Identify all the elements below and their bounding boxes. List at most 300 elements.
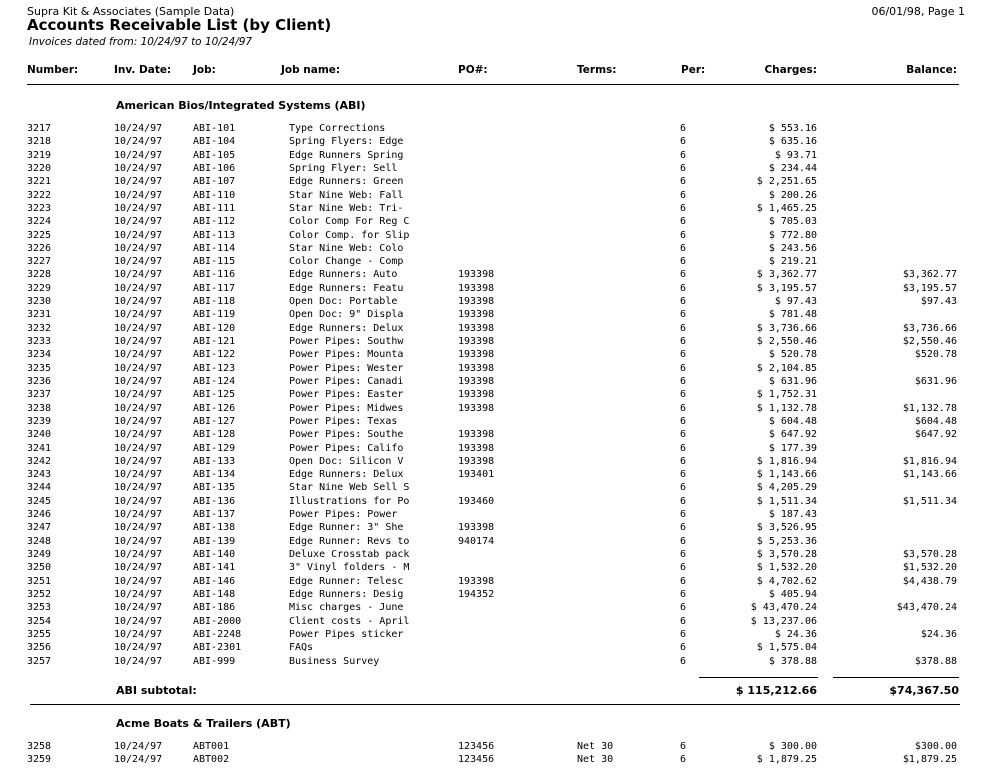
charges-cell: $ 4,205.29 xyxy=(756,482,817,494)
invoice-date-cell: 10/24/97 xyxy=(114,429,163,441)
job-code-cell: ABI-127 xyxy=(193,415,236,427)
charges-cell: $ 5,253.36 xyxy=(756,535,817,547)
job-code-cell: ABI-2248 xyxy=(193,628,242,640)
charges-cell: $ 635.16 xyxy=(768,136,817,148)
balance-cell: $378.88 xyxy=(914,655,957,667)
subtotal-balance: $74,367.50 xyxy=(889,684,959,697)
invoice-number-cell: 3247 xyxy=(27,522,52,534)
invoice-number-cell: 3248 xyxy=(27,535,52,547)
invoice-date-cell: 10/24/97 xyxy=(114,482,163,494)
invoice-date-cell: 10/24/97 xyxy=(114,136,163,148)
po-number-cell: 123456 xyxy=(458,741,495,752)
charges-cell: $ 243.56 xyxy=(768,242,817,254)
invoice-number-cell: 3240 xyxy=(27,429,52,441)
charges-cell: $ 705.03 xyxy=(768,216,817,228)
balance-cell: $647.92 xyxy=(914,429,957,441)
job-code-cell: ABI-122 xyxy=(193,349,236,361)
charges-cell: $ 553.16 xyxy=(768,123,817,134)
job-code-cell: ABI-2000 xyxy=(193,615,242,627)
invoice-number-cell: 3250 xyxy=(27,562,52,574)
charges-cell: $ 378.88 xyxy=(768,655,817,667)
period-cell: 6 xyxy=(680,229,687,241)
job-name-cell: 3" Vinyl folders - M xyxy=(289,562,410,574)
po-number-cell: 193398 xyxy=(458,429,495,441)
invoice-number-cell: 3238 xyxy=(27,402,52,414)
invoice-date-cell: 10/24/97 xyxy=(114,362,163,374)
job-name-cell: Star Nine Web Sell S xyxy=(289,482,410,494)
period-cell: 6 xyxy=(680,754,687,766)
job-code-cell: ABI-106 xyxy=(193,162,236,174)
period-cell: 6 xyxy=(680,256,687,268)
table-row xyxy=(0,255,985,268)
po-number-cell: 193398 xyxy=(458,522,495,534)
period-cell: 6 xyxy=(680,282,687,294)
job-code-cell: ABI-137 xyxy=(193,509,236,521)
invoice-number-cell: 3245 xyxy=(27,495,52,507)
job-code-cell: ABI-138 xyxy=(193,522,236,534)
charges-cell: $ 1,816.94 xyxy=(756,455,817,467)
po-number-cell: 193401 xyxy=(458,469,495,481)
job-name-cell: Deluxe Crosstab pack xyxy=(289,549,410,560)
table-row xyxy=(0,268,985,281)
job-name-cell: Illustrations for Po xyxy=(289,495,410,507)
charges-cell: $ 1,132.78 xyxy=(756,402,817,414)
period-cell: 6 xyxy=(680,322,687,334)
period-cell: 6 xyxy=(680,402,687,414)
invoice-date-cell: 10/24/97 xyxy=(114,176,163,188)
invoice-date-cell: 10/24/97 xyxy=(114,642,163,654)
job-code-cell: ABI-119 xyxy=(193,309,236,321)
charges-cell: $ 520.78 xyxy=(768,349,817,361)
po-number-cell: 193460 xyxy=(458,495,495,507)
charges-cell: $ 187.43 xyxy=(768,509,817,521)
job-name-cell: Spring Flyer: Sell xyxy=(289,162,398,174)
po-number-cell: 193398 xyxy=(458,442,495,454)
invoice-number-cell: 3249 xyxy=(27,549,52,560)
invoice-date-cell: 10/24/97 xyxy=(114,242,163,254)
po-number-cell: 193398 xyxy=(458,322,495,334)
period-cell: 6 xyxy=(680,522,687,534)
table-row xyxy=(0,162,985,175)
invoice-number-cell: 3259 xyxy=(27,754,52,766)
period-cell: 6 xyxy=(680,336,687,347)
header-inv-date: Inv. Date: xyxy=(114,64,172,76)
invoice-number-cell: 3246 xyxy=(27,509,52,521)
balance-cell: $97.43 xyxy=(920,296,957,308)
charges-cell: $ 647.92 xyxy=(768,429,817,441)
invoice-number-cell: 3251 xyxy=(27,575,52,587)
table-row xyxy=(0,308,985,321)
charges-cell: $ 772.80 xyxy=(768,229,817,241)
period-cell: 6 xyxy=(680,296,687,308)
po-number-cell: 193398 xyxy=(458,389,495,401)
invoice-date-cell: 10/24/97 xyxy=(114,256,163,268)
po-number-cell: 123456 xyxy=(458,754,495,766)
job-name-cell: Power Pipes: Texas xyxy=(289,415,398,427)
job-name-cell: Power Pipes: Easter xyxy=(289,389,404,401)
period-cell: 6 xyxy=(680,162,687,174)
charges-cell: $ 604.48 xyxy=(768,415,817,427)
invoice-number-cell: 3217 xyxy=(27,123,52,134)
period-cell: 6 xyxy=(680,202,687,214)
period-cell: 6 xyxy=(680,136,687,148)
period-cell: 6 xyxy=(680,741,687,752)
job-name-cell: Edge Runners: Delux xyxy=(289,322,404,334)
po-number-cell: 193398 xyxy=(458,309,495,321)
charges-cell: $ 781.48 xyxy=(768,309,817,321)
invoice-date-cell: 10/24/97 xyxy=(114,402,163,414)
period-cell: 6 xyxy=(680,455,687,467)
table-row xyxy=(0,535,985,548)
job-name-cell: Power Pipes: Power xyxy=(289,509,398,521)
invoice-number-cell: 3218 xyxy=(27,136,52,148)
table-row xyxy=(0,601,985,614)
job-name-cell: Star Nine Web: Colo xyxy=(289,242,404,254)
invoice-number-cell: 3226 xyxy=(27,242,52,254)
period-cell: 6 xyxy=(680,242,687,254)
job-code-cell: ABI-2301 xyxy=(193,642,242,654)
invoice-list-abi xyxy=(0,122,985,668)
table-row xyxy=(0,215,985,228)
balance-cell: $1,143.66 xyxy=(902,469,957,481)
table-row xyxy=(0,388,985,401)
table-row xyxy=(0,495,985,508)
table-row xyxy=(0,402,985,415)
invoice-date-cell: 10/24/97 xyxy=(114,575,163,587)
invoice-number-cell: 3242 xyxy=(27,455,52,467)
job-name-cell: Edge Runner: Revs to xyxy=(289,535,410,547)
report-title: Accounts Receivable List (by Client) xyxy=(27,16,332,34)
invoice-date-cell: 10/24/97 xyxy=(114,149,163,161)
table-row xyxy=(0,135,985,148)
invoice-date-cell: 10/24/97 xyxy=(114,309,163,321)
charges-cell: $ 1,143.66 xyxy=(756,469,817,481)
po-number-cell: 193398 xyxy=(458,296,495,308)
job-code-cell: ABI-113 xyxy=(193,229,236,241)
job-code-cell: ABI-136 xyxy=(193,495,236,507)
period-cell: 6 xyxy=(680,482,687,494)
job-code-cell: ABI-107 xyxy=(193,176,236,188)
table-row xyxy=(0,122,985,135)
table-row xyxy=(0,322,985,335)
table-row xyxy=(0,481,985,494)
table-row xyxy=(0,753,985,766)
invoice-number-cell: 3228 xyxy=(27,269,52,281)
invoice-number-cell: 3227 xyxy=(27,256,52,268)
invoice-number-cell: 3256 xyxy=(27,642,52,654)
invoice-date-cell: 10/24/97 xyxy=(114,455,163,467)
period-cell: 6 xyxy=(680,509,687,521)
table-row xyxy=(0,362,985,375)
job-code-cell: ABI-111 xyxy=(193,202,236,214)
table-row xyxy=(0,521,985,534)
po-number-cell: 194352 xyxy=(458,588,495,600)
job-name-cell: Edge Runner: 3" She xyxy=(289,522,404,534)
invoice-date-cell: 10/24/97 xyxy=(114,216,163,228)
job-code-cell: ABI-117 xyxy=(193,282,236,294)
job-name-cell: Client costs - April xyxy=(289,615,410,627)
period-cell: 6 xyxy=(680,362,687,374)
invoice-date-cell: 10/24/97 xyxy=(114,189,163,201)
period-cell: 6 xyxy=(680,562,687,574)
job-name-cell: Power Pipes: Wester xyxy=(289,362,404,374)
table-row xyxy=(0,229,985,242)
table-row xyxy=(0,348,985,361)
invoice-date-cell: 10/24/97 xyxy=(114,349,163,361)
table-row xyxy=(0,508,985,521)
po-number-cell: 193398 xyxy=(458,375,495,387)
invoice-number-cell: 3254 xyxy=(27,615,52,627)
charges-cell: $ 631.96 xyxy=(768,375,817,387)
header-number: Number: xyxy=(27,64,79,76)
date-range: Invoices dated from: 10/24/97 to 10/24/97 xyxy=(29,36,253,48)
invoice-number-cell: 3225 xyxy=(27,229,52,241)
period-cell: 6 xyxy=(680,216,687,228)
invoice-number-cell: 3239 xyxy=(27,415,52,427)
job-name-cell: Edge Runners: Desig xyxy=(289,588,404,600)
invoice-date-cell: 10/24/97 xyxy=(114,162,163,174)
balance-cell: $1,532.20 xyxy=(902,562,957,574)
invoice-number-cell: 3253 xyxy=(27,602,52,614)
invoice-number-cell: 3252 xyxy=(27,588,52,600)
table-row xyxy=(0,295,985,308)
period-cell: 6 xyxy=(680,269,687,281)
period-cell: 6 xyxy=(680,575,687,587)
charges-cell: $ 1,511.34 xyxy=(756,495,817,507)
job-code-cell: ABI-104 xyxy=(193,136,236,148)
balance-cell: $300.00 xyxy=(914,741,957,752)
po-number-cell: 193398 xyxy=(458,282,495,294)
balance-cell: $3,570.28 xyxy=(902,549,957,560)
invoice-number-cell: 3258 xyxy=(27,741,52,752)
charges-cell: $ 405.94 xyxy=(768,588,817,600)
invoice-date-cell: 10/24/97 xyxy=(114,628,163,640)
job-name-cell: Power Pipes: Canadi xyxy=(289,375,404,387)
job-name-cell: Open Doc: 9" Displa xyxy=(289,309,404,321)
invoice-list-abt xyxy=(0,740,985,767)
charges-cell: $ 97.43 xyxy=(774,296,817,308)
invoice-number-cell: 3241 xyxy=(27,442,52,454)
table-row xyxy=(0,468,985,481)
group-separator xyxy=(30,704,960,705)
charges-cell: $ 2,104.85 xyxy=(756,362,817,374)
job-code-cell: ABI-101 xyxy=(193,123,236,134)
job-code-cell: ABI-114 xyxy=(193,242,236,254)
period-cell: 6 xyxy=(680,549,687,560)
invoice-date-cell: 10/24/97 xyxy=(114,754,163,766)
charges-cell: $ 1,532.20 xyxy=(756,562,817,574)
invoice-number-cell: 3221 xyxy=(27,176,52,188)
balance-cell: $3,736.66 xyxy=(902,322,957,334)
period-cell: 6 xyxy=(680,415,687,427)
charges-cell: $ 1,879.25 xyxy=(756,754,817,766)
period-cell: 6 xyxy=(680,349,687,361)
table-row xyxy=(0,242,985,255)
invoice-date-cell: 10/24/97 xyxy=(114,602,163,614)
table-row xyxy=(0,655,985,668)
period-cell: 6 xyxy=(680,642,687,654)
job-name-cell: Edge Runners: Auto xyxy=(289,269,398,281)
table-row xyxy=(0,375,985,388)
charges-cell: $ 3,736.66 xyxy=(756,322,817,334)
charges-cell: $ 3,195.57 xyxy=(756,282,817,294)
po-number-cell: 940174 xyxy=(458,535,495,547)
job-name-cell: Edge Runners: Delux xyxy=(289,469,404,481)
charges-cell: $ 4,702.62 xyxy=(756,575,817,587)
invoice-date-cell: 10/24/97 xyxy=(114,535,163,547)
invoice-number-cell: 3230 xyxy=(27,296,52,308)
subtotal-charges: $ 115,212.66 xyxy=(735,684,817,697)
table-row xyxy=(0,428,985,441)
period-cell: 6 xyxy=(680,123,687,134)
header-job: Job: xyxy=(193,64,216,76)
invoice-date-cell: 10/24/97 xyxy=(114,269,163,281)
po-number-cell: 193398 xyxy=(458,269,495,281)
job-code-cell: ABI-133 xyxy=(193,455,236,467)
balance-cell: $43,470.24 xyxy=(896,602,957,614)
job-code-cell: ABI-140 xyxy=(193,549,236,560)
charges-cell: $ 2,251.65 xyxy=(756,176,817,188)
invoice-date-cell: 10/24/97 xyxy=(114,588,163,600)
job-name-cell: Color Comp. for Slip xyxy=(289,229,410,241)
table-row xyxy=(0,442,985,455)
period-cell: 6 xyxy=(680,655,687,667)
table-row xyxy=(0,335,985,348)
header-charges: Charges: xyxy=(764,64,817,76)
job-code-cell: ABI-112 xyxy=(193,216,236,228)
balance-subtotal-rule xyxy=(833,677,959,678)
balance-cell: $24.36 xyxy=(920,628,957,640)
charges-cell: $ 219.21 xyxy=(768,256,817,268)
charges-cell: $ 234.44 xyxy=(768,162,817,174)
table-row xyxy=(0,282,985,295)
balance-cell: $1,816.94 xyxy=(902,455,957,467)
balance-cell: $3,362.77 xyxy=(902,269,957,281)
job-code-cell: ABI-124 xyxy=(193,375,236,387)
job-code-cell: ABI-999 xyxy=(193,655,236,667)
invoice-date-cell: 10/24/97 xyxy=(114,123,163,134)
header-po: PO#: xyxy=(458,64,488,76)
job-code-cell: ABI-123 xyxy=(193,362,236,374)
balance-cell: $631.96 xyxy=(914,375,957,387)
invoice-number-cell: 3244 xyxy=(27,482,52,494)
job-code-cell: ABI-105 xyxy=(193,149,236,161)
table-row xyxy=(0,548,985,561)
table-row xyxy=(0,175,985,188)
charges-cell: $ 2,550.46 xyxy=(756,336,817,347)
job-code-cell: ABI-141 xyxy=(193,562,236,574)
invoice-date-cell: 10/24/97 xyxy=(114,495,163,507)
job-name-cell: Edge Runners: Green xyxy=(289,176,404,188)
charges-cell: $ 13,237.06 xyxy=(750,615,817,627)
period-cell: 6 xyxy=(680,176,687,188)
po-number-cell: 193398 xyxy=(458,349,495,361)
column-headers xyxy=(0,64,985,78)
invoice-number-cell: 3237 xyxy=(27,389,52,401)
balance-cell: $3,195.57 xyxy=(902,282,957,294)
invoice-number-cell: 3233 xyxy=(27,336,52,347)
table-row xyxy=(0,641,985,654)
subtotal-label: ABI subtotal: xyxy=(116,684,197,697)
invoice-number-cell: 3231 xyxy=(27,309,52,321)
job-name-cell: Power Pipes sticker xyxy=(289,628,404,640)
invoice-number-cell: 3236 xyxy=(27,375,52,387)
header-divider xyxy=(27,84,959,85)
job-code-cell: ABI-125 xyxy=(193,389,236,401)
invoice-date-cell: 10/24/97 xyxy=(114,469,163,481)
charges-cell: $ 93.71 xyxy=(774,149,817,161)
company-name: Supra Kit & Associates (Sample Data) xyxy=(27,5,235,18)
report-date-page: 06/01/98, Page 1 xyxy=(871,5,965,18)
table-row xyxy=(0,575,985,588)
invoice-date-cell: 10/24/97 xyxy=(114,615,163,627)
job-code-cell: ABI-128 xyxy=(193,429,236,441)
header-balance: Balance: xyxy=(906,64,957,76)
invoice-number-cell: 3235 xyxy=(27,362,52,374)
job-code-cell: ABI-116 xyxy=(193,269,236,281)
invoice-date-cell: 10/24/97 xyxy=(114,442,163,454)
header-per: Per: xyxy=(681,64,706,76)
invoice-number-cell: 3229 xyxy=(27,282,52,294)
job-name-cell: Open Doc: Portable xyxy=(289,296,398,308)
job-code-cell: ABI-148 xyxy=(193,588,236,600)
invoice-date-cell: 10/24/97 xyxy=(114,389,163,401)
po-number-cell: 193398 xyxy=(458,455,495,467)
job-code-cell: ABI-121 xyxy=(193,336,236,347)
table-row xyxy=(0,202,985,215)
charges-cell: $ 3,570.28 xyxy=(756,549,817,560)
invoice-number-cell: 3224 xyxy=(27,216,52,228)
job-name-cell: Power Pipes: Califo xyxy=(289,442,404,454)
charges-cell: $ 43,470.24 xyxy=(750,602,817,614)
balance-cell: $1,132.78 xyxy=(902,402,957,414)
table-row xyxy=(0,628,985,641)
invoice-number-cell: 3232 xyxy=(27,322,52,334)
table-row xyxy=(0,189,985,202)
job-name-cell: Power Pipes: Midwes xyxy=(289,402,404,414)
table-row xyxy=(0,149,985,162)
charges-cell: $ 1,465.25 xyxy=(756,202,817,214)
invoice-number-cell: 3234 xyxy=(27,349,52,361)
period-cell: 6 xyxy=(680,429,687,441)
job-name-cell: Power Pipes: Southw xyxy=(289,336,404,347)
period-cell: 6 xyxy=(680,189,687,201)
invoice-date-cell: 10/24/97 xyxy=(114,549,163,560)
period-cell: 6 xyxy=(680,375,687,387)
job-name-cell: Power Pipes: Southe xyxy=(289,429,404,441)
period-cell: 6 xyxy=(680,602,687,614)
job-code-cell: ABI-120 xyxy=(193,322,236,334)
invoice-date-cell: 10/24/97 xyxy=(114,562,163,574)
job-name-cell: Spring Flyers: Edge xyxy=(289,136,404,148)
period-cell: 6 xyxy=(680,309,687,321)
job-name-cell: Color Change - Comp xyxy=(289,256,404,268)
invoice-date-cell: 10/24/97 xyxy=(114,282,163,294)
invoice-number-cell: 3243 xyxy=(27,469,52,481)
invoice-date-cell: 10/24/97 xyxy=(114,415,163,427)
period-cell: 6 xyxy=(680,535,687,547)
table-row xyxy=(0,455,985,468)
table-row xyxy=(0,561,985,574)
job-code-cell: ABI-110 xyxy=(193,189,236,201)
invoice-date-cell: 10/24/97 xyxy=(114,322,163,334)
job-name-cell: Star Nine Web: Fall xyxy=(289,189,404,201)
job-name-cell: Misc charges - June xyxy=(289,602,404,614)
terms-cell: Net 30 xyxy=(577,741,614,752)
po-number-cell: 193398 xyxy=(458,575,495,587)
invoice-date-cell: 10/24/97 xyxy=(114,202,163,214)
job-code-cell: ABI-118 xyxy=(193,296,236,308)
